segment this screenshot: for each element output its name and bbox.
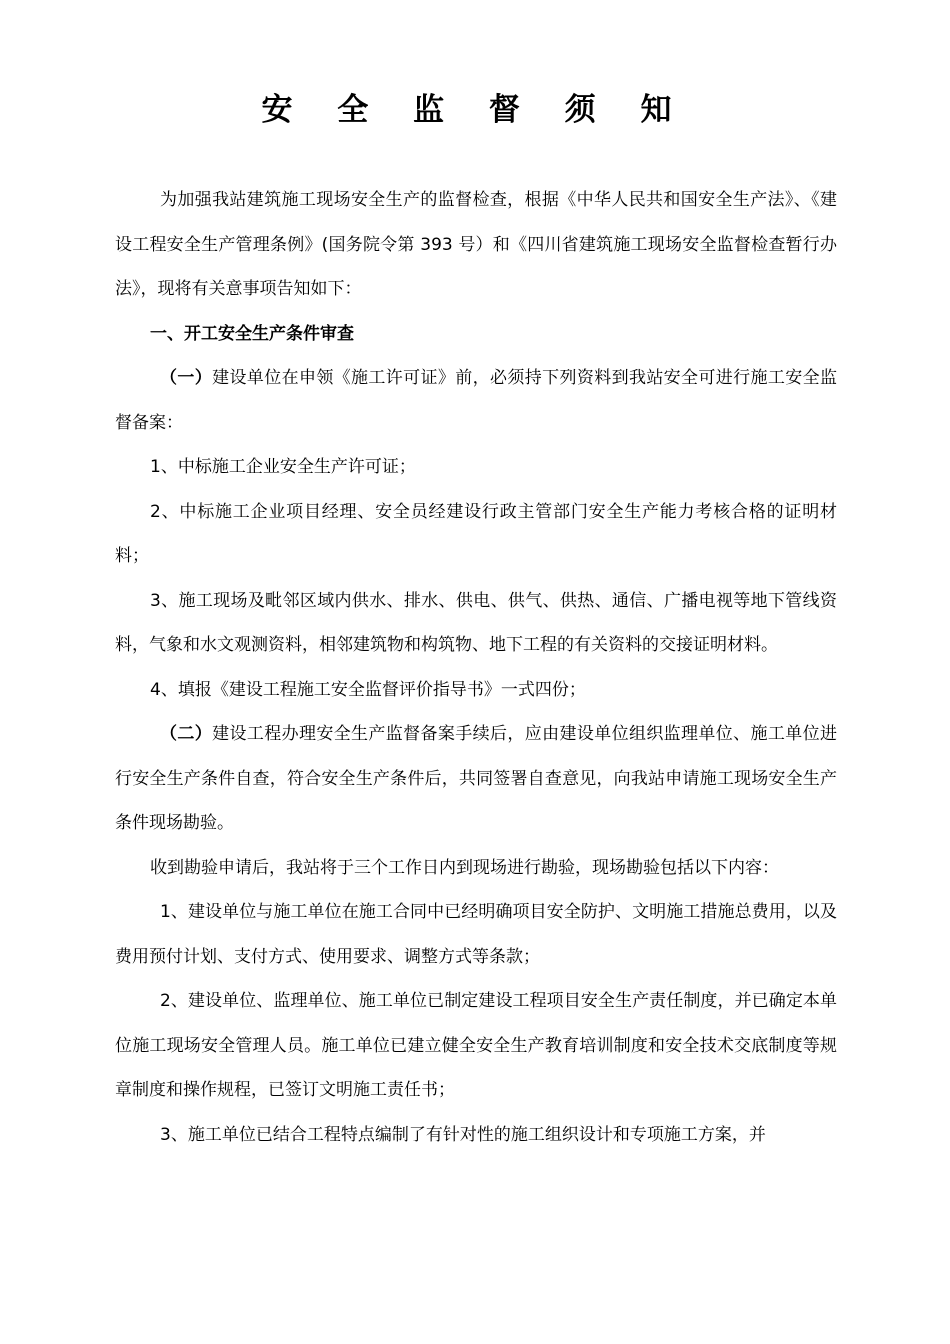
- list-item: 2、中标施工企业项目经理、安全员经建设行政主管部门安全生产能力考核合格的证明材料；: [115, 501, 837, 566]
- subsection-2-text: 建设工程办理安全生产监督备案手续后，应由建设单位组织监理单位、施工单位进行安全生产条件自查，符合安全生产条件后，共同签署自查意见，向我站申请施工现场安全生产条件现场勘验。: [115, 724, 838, 833]
- subsection-2-label: （二）: [160, 724, 213, 744]
- subsection-1-text: 建设单位在申领《施工许可证》前，必须持下列资料到我站安全可进行施工安全监督备案：: [115, 368, 838, 433]
- inspection-intro: 收到勘验申请后，我站将于三个工作日内到现场进行勘验，现场勘验包括以下内容：: [150, 857, 779, 878]
- list-item: 2、建设单位、监理单位、施工单位已制定建设工程项目安全生产责任制度，并已确定本单位施工现场安全管理人员。施工单位已建立健全安全生产教育培训制度和安全技术交底制度等规章制度和操作规程，已签订文明施工责任书；: [115, 991, 837, 1100]
- subsection-2-paragraph: [115, 712, 837, 846]
- list-item: 4、填报《建设工程施工安全监督评价指导书》一式四份；: [150, 679, 586, 700]
- document-body: [115, 178, 837, 1157]
- section-heading: 一、开工安全生产条件审查: [150, 323, 354, 344]
- intro-paragraph: 为加强我站建筑施工现场安全生产的监督检查，根据《中华人民共和国安全生产法》、《建设工程安全生产管理条例》(国务院令第 393 号）和《四川省建筑施工现场安全监督检查暂行办法》，现将有关意事项告知如下：: [115, 190, 837, 299]
- list-item: 1、中标施工企业安全生产许可证；: [150, 457, 416, 477]
- list-item: 1、建设单位与施工单位在施工合同中已经明确项目安全防护、文明施工措施总费用，以及费用预付计划、支付方式、使用要求、调整方式等条款；: [115, 902, 837, 967]
- list-item: 3、施工单位已结合工程特点编制了有针对性的施工组织设计和专项施工方案，并: [160, 1124, 766, 1145]
- document-title: 安 全 监 督 须 知: [261, 92, 689, 128]
- subsection-1-label: （一）: [160, 368, 213, 388]
- list-item: 3、施工现场及毗邻区域内供水、排水、供电、供气、供热、通信、广播电视等地下管线资料，气象和水文观测资料，相邻建筑物和构筑物、地下工程的有关资料的交接证明材料。: [115, 590, 837, 655]
- subsection-1-paragraph: [115, 356, 837, 445]
